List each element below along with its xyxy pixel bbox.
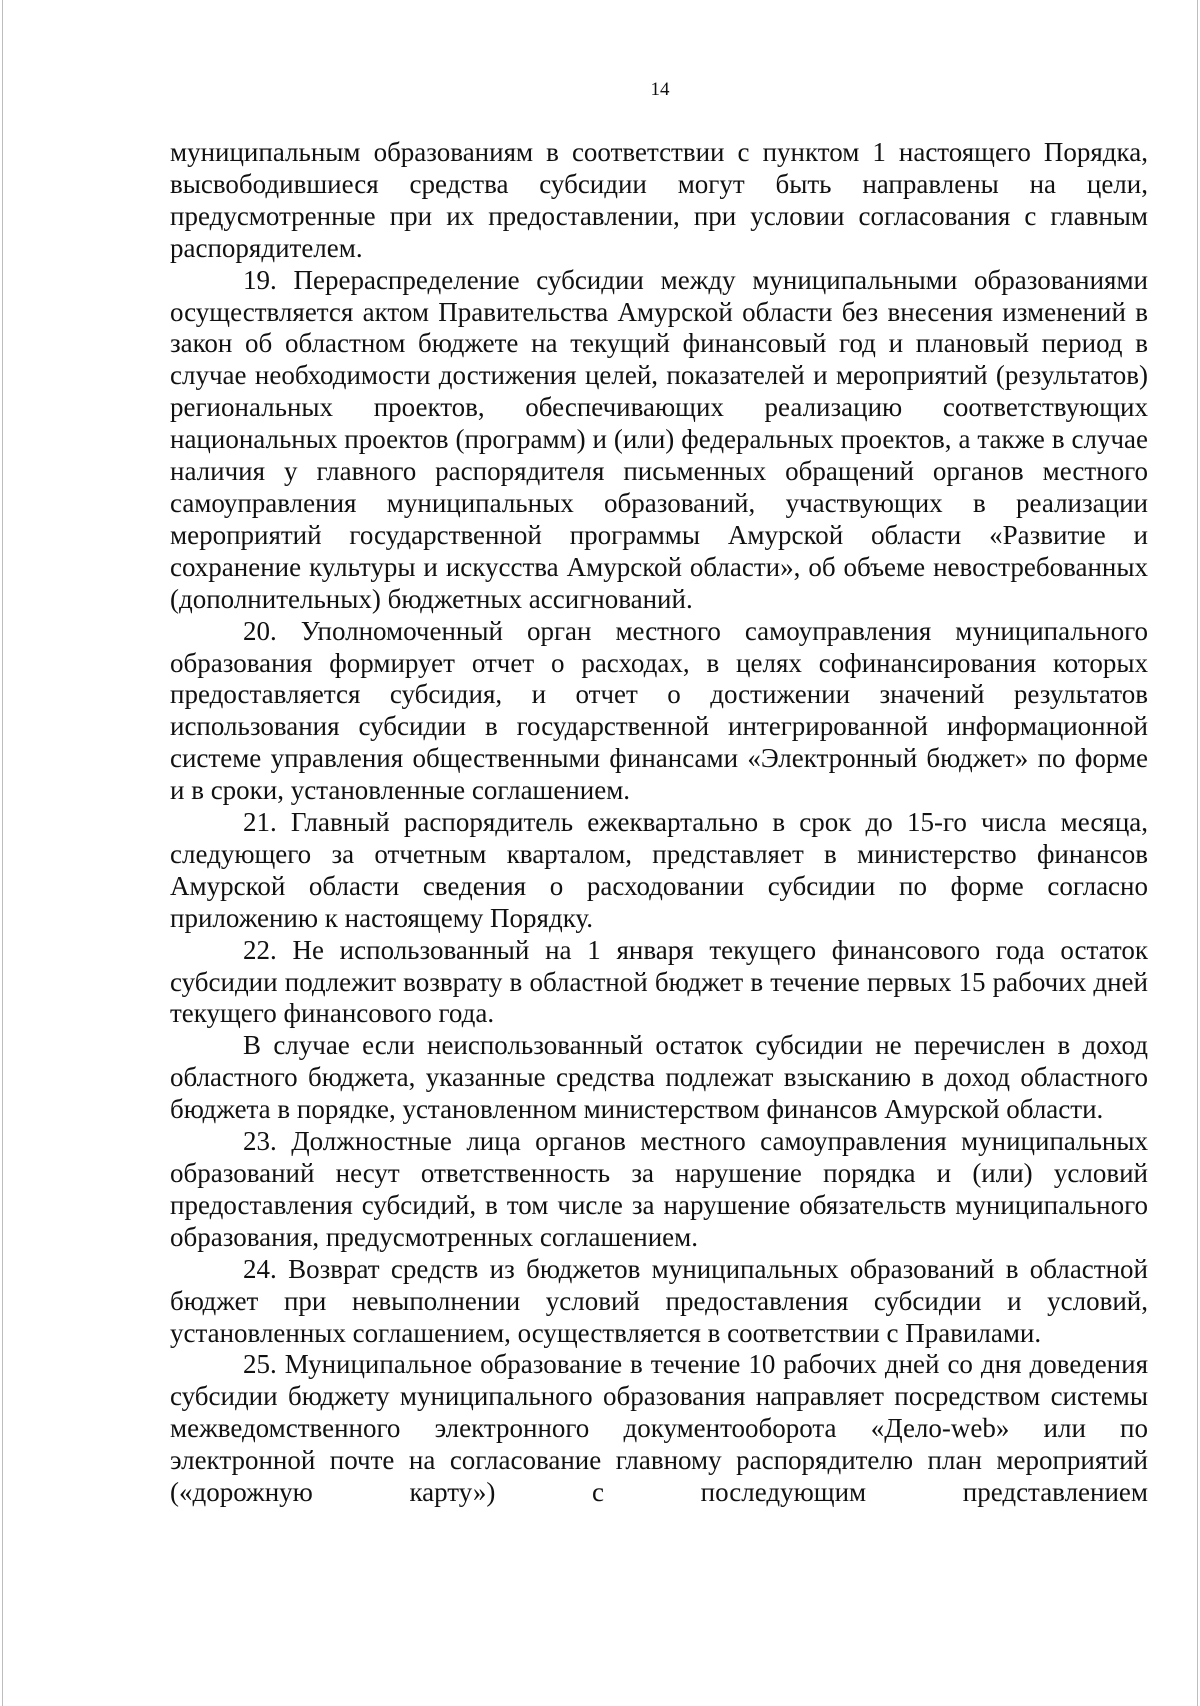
scan-edge-right bbox=[1197, 0, 1198, 1706]
paragraph-item-23: 23. Должностные лица органов местного самоуправления муниципальных образований несут ответственность за нарушение порядка и (или) условий предоставления субсидий, в том числе за нарушение обязательств муниципального образования, предусмотренных соглашением. bbox=[170, 1126, 1148, 1252]
paragraph-item-22-continuation: В случае если неиспользованный остаток субсидии не перечислен в доход областного бюджета, указанные средства подлежат взысканию в доход областного бюджета в порядке, установленном министерством финансов Амурской области. bbox=[170, 1030, 1148, 1125]
paragraph-item-21: 21. Главный распорядитель ежеквартально в срок до 15-го числа месяца, следующего за отчетным кварталом, представляет в министерство финансов Амурской области сведения о расходовании субсидии по форме согласно приложению к настоящему Порядку. bbox=[170, 807, 1148, 933]
paragraph-item-25: 25. Муниципальное образование в течение 10 рабочих дней со дня доведения субсидии бюджету муниципального образования направляет посредством системы межведомственного электронного документооборота «Дело-web» или по электронной почте на согласование главному распорядителю план мероприятий («дорожную карту») с последующим представлением bbox=[170, 1349, 1148, 1508]
document-body bbox=[170, 137, 1148, 1509]
paragraph-item-20: 20. Уполномоченный орган местного самоуправления муниципального образования формирует отчет о расходах, в целях софинансирования которых предоставляется субсидия, и отчет о достижении значений результатов использования субсидии в государственной интегрированной информационной системе управления общественными финансами «Электронный бюджет» по форме и в сроки, установленные соглашением. bbox=[170, 615, 1148, 806]
paragraph-item-19: 19. Перераспределение субсидии между муниципальными образованиями осуществляется актом Правительства Амурской области без внесения изменений в закон об областном бюджете на текущий финансовый год и плановый период в случае необходимости достижения целей, показателей и мероприятий (результатов) региональных проектов, обеспечивающих реализацию соответствующих национальных проектов (программ) и (или) федеральных проектов, а также в случае наличия у главного распорядителя письменных обращений органов местного самоуправления муниципальных образований, участвующих в реализации мероприятий государственной программы Амурской области «Развитие и сохранение культуры и искусства Амурской области», об объеме невостребованных (дополнительных) бюджетных ассигнований. bbox=[170, 264, 1148, 614]
page-number: 14 bbox=[650, 79, 670, 100]
paragraph-continuation: муниципальным образованиям в соответствии с пунктом 1 настоящего Порядка, высвободившиеся средства субсидии могут быть направлены на цели, предусмотренные при их предоставлении, при условии согласования с главным распорядителем. bbox=[170, 137, 1148, 263]
paragraph-item-24: 24. Возврат средств из бюджетов муниципальных образований в областной бюджет при невыполнении условий предоставления субсидии и условий, установленных соглашением, осуществляется в соответствии с Правилами. bbox=[170, 1253, 1148, 1348]
paragraph-item-22: 22. Не использованный на 1 января текущего финансового года остаток субсидии подлежит возврату в областной бюджет в течение первых 15 рабочих дней текущего финансового года. bbox=[170, 934, 1148, 1029]
scan-edge-left bbox=[2, 0, 3, 1706]
